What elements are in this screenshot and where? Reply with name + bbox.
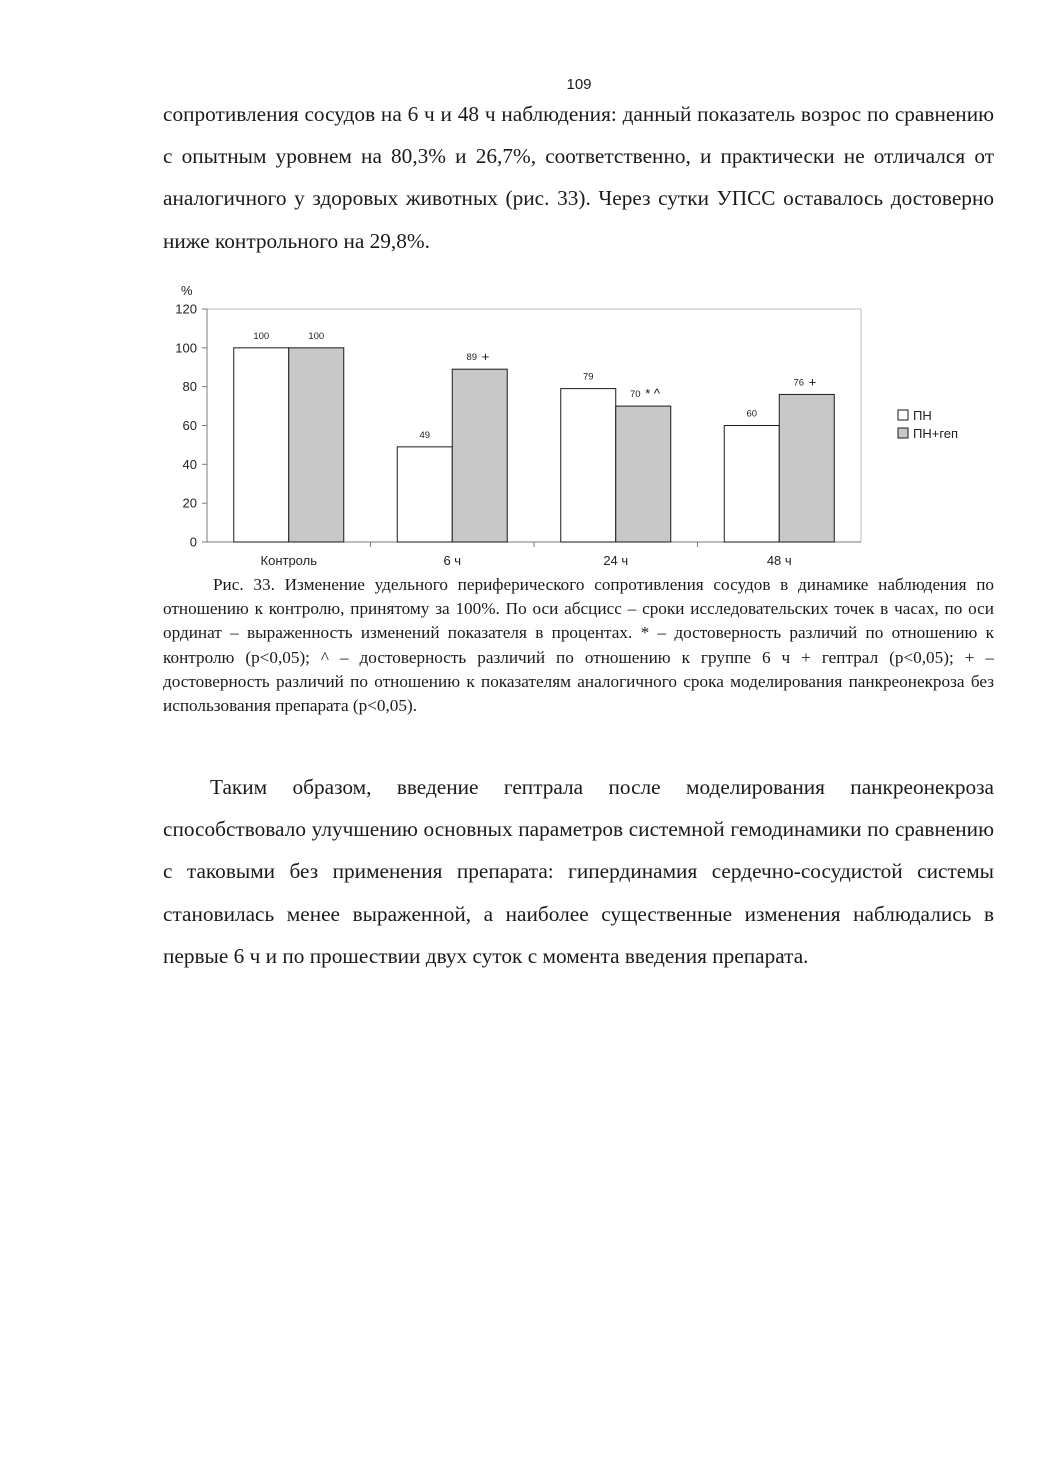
bar-chart (163, 276, 994, 576)
bar-pn-gep (616, 406, 671, 542)
bar-pn (397, 447, 452, 542)
y-tick-label: 0 (189, 534, 197, 550)
bar-pn (561, 389, 616, 542)
legend-swatch (898, 428, 908, 438)
x-tick-label: 6 ч (443, 553, 462, 568)
bar-pn (724, 426, 779, 543)
x-tick-label: 48 ч (766, 553, 792, 568)
data-label: 79 (582, 371, 594, 383)
y-tick-label: 120 (175, 301, 197, 317)
x-tick-label: Контроль (260, 553, 317, 568)
significance-mark: * ^ (645, 386, 661, 402)
legend-label: ПН+геп (913, 426, 959, 441)
y-tick-label: 100 (175, 340, 197, 356)
y-tick-label: 80 (182, 379, 197, 395)
bar-pn-gep (779, 394, 834, 542)
figure-33 (163, 276, 994, 576)
x-tick-label: 24 ч (603, 553, 629, 568)
bar-pn-gep (452, 369, 507, 542)
data-label: 100 (253, 330, 270, 342)
data-label: 76 (793, 377, 805, 389)
y-tick-label: 40 (182, 456, 197, 472)
legend-swatch (898, 410, 908, 420)
figure-caption: Рис. 33. Изменение удельного периферического сопротивления сосудов в динамике наблюдения по отношению к контролю, принятому за 100%. По оси абсцисс – сроки исследовательских точек в часах, по оси ординат – выраженность изменений показателя в процентах. * – достоверность различий по отношению к контролю (p<0,05); ^ – достоверность различий по отношению к группе 6 ч + гептрал (p<0,05); + – достоверность различий по отношению к показателям аналогичного срока моделирования панкреонекроза без использования препарата (p<0,05). (163, 575, 994, 716)
data-label: 49 (419, 429, 431, 441)
data-label: 70 (629, 389, 641, 401)
y-tick-label: 20 (182, 495, 197, 511)
legend-label: ПН (913, 408, 932, 423)
y-tick-label: 60 (182, 418, 197, 433)
significance-mark: + (481, 349, 490, 365)
y-axis-label: % (181, 283, 193, 298)
bar-pn (234, 348, 289, 542)
bar-pn-gep (289, 348, 344, 542)
body-paragraph-2: Таким образом, введение гептрала после моделирования панкреонекроза способствовало улучшению основных параметров системной гемодинамики по сравнению с таковыми без применения препарата: гипердинамия сердечно-сосудистой системы становилась менее выраженной, а наиболее существенные изменения наблюдались в первые 6 ч и по прошествии двух суток с момента введения препарата. (163, 775, 994, 968)
data-label: 89 (466, 352, 478, 364)
page-number: 109 (566, 76, 592, 93)
data-label: 60 (746, 408, 758, 420)
significance-mark: + (808, 374, 817, 390)
data-label: 100 (308, 330, 325, 342)
body-paragraph-1: сопротивления сосудов на 6 ч и 48 ч наблюдения: данный показатель возрос по сравнению с опытным уровнем на 80,3% и 26,7%, соответственно, и практически не отличался от аналогичного у здоровых животных (рис. 33). Через сутки УПСС оставалось достоверно ниже контрольного на 29,8%. (163, 102, 994, 253)
